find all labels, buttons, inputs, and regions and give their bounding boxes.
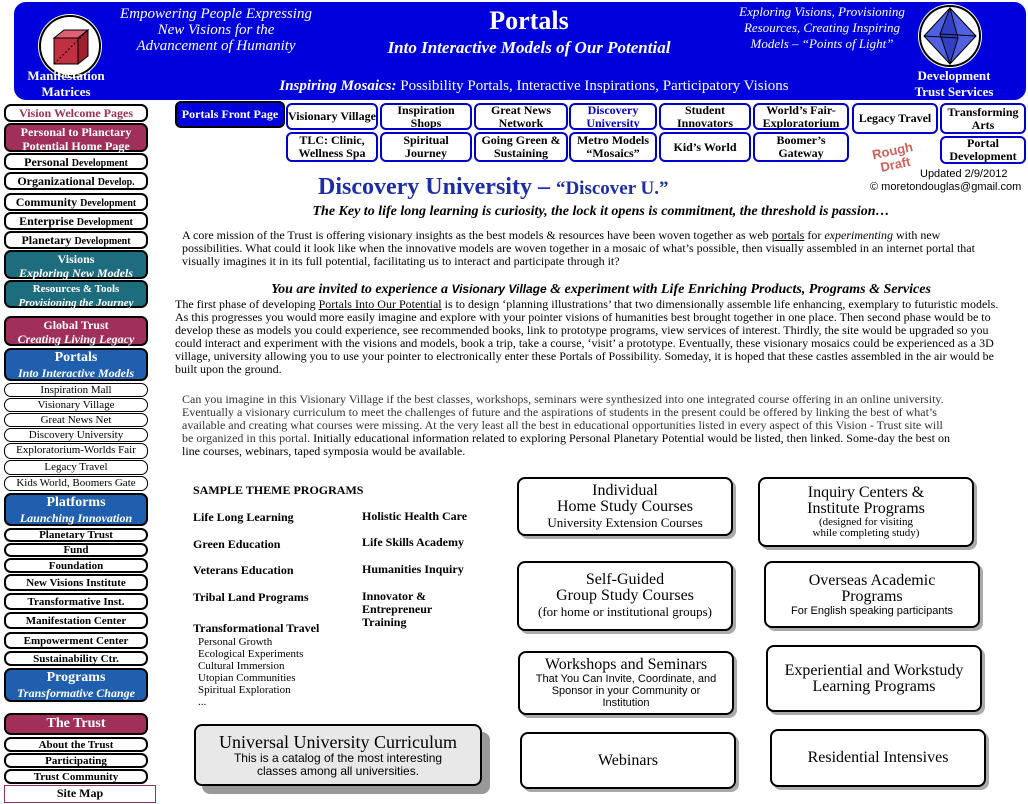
webinars-box[interactable] xyxy=(520,732,736,789)
nav-label: Going Green & Sustaining xyxy=(481,133,561,160)
portals-potential-link[interactable]: Portals Into Our Potential xyxy=(318,297,442,311)
sidebar-sublabel: Develop. xyxy=(97,177,135,188)
sidebar-great-news-net[interactable]: Great News Net xyxy=(4,413,148,427)
sidebar-planetary[interactable] xyxy=(4,231,148,249)
nav-label: Boomer’s Gateway xyxy=(776,133,826,160)
travel-subitem: Utopian Communities xyxy=(198,672,296,684)
nav-transforming-arts[interactable] xyxy=(940,103,1026,134)
text: with new possibilities. What could it look like when the innovative models are woven together in a mosaic of what’s possible, then visually assembled in an internet portal that visually imagines it in its full potential, facilitating us to interact and participate through it? xyxy=(182,228,975,268)
box-title: Workshops and Seminars xyxy=(544,656,708,673)
sidebar-visions[interactable] xyxy=(4,250,148,279)
box-subtitle: while completing study) xyxy=(812,527,920,539)
sidebar-discovery-university[interactable]: Discovery University xyxy=(4,428,148,442)
residential-intensives-box[interactable] xyxy=(770,729,986,787)
sidebar-italic-label: Into Interactive Models xyxy=(18,366,134,380)
home-study-box[interactable] xyxy=(517,477,733,536)
nav-label: Transforming Arts xyxy=(947,104,1019,132)
program-item[interactable]: Green Education xyxy=(193,537,281,551)
sidebar-sustainability-ctr[interactable]: Sustainability Ctr. xyxy=(4,651,148,666)
sidebar-italic-label: Provisioning the Journey xyxy=(18,297,134,309)
sidebar-label: Portals xyxy=(54,350,98,365)
nav-label: Visionary Village xyxy=(288,109,376,123)
travel-sublist xyxy=(198,636,303,708)
sidebar-label: Visions xyxy=(57,252,95,266)
sidebar-planetary-trust[interactable]: Planetary Trust xyxy=(4,528,148,542)
sidebar-label: Planetary xyxy=(21,233,72,247)
box-title: Self-Guided xyxy=(585,571,665,588)
box-title: Institute Programs xyxy=(807,500,925,517)
development-trust-label[interactable]: Development Trust Services xyxy=(914,68,994,99)
mosaics-line xyxy=(214,78,854,95)
curriculum-box[interactable] xyxy=(194,724,482,786)
sidebar-enterprise[interactable] xyxy=(4,212,148,230)
nav-label: Portals Front Page xyxy=(181,107,279,121)
sidebar-italic-label: Exploring New Models xyxy=(18,266,133,280)
nav-label: Inspiration Shops xyxy=(397,102,455,130)
text: Can you imagine in this Visionary Village if the best classes, workshops, seminars were synthesized into one integrated course offering in an online university. Eventually a visionary curriculum to meet the challenges of future and the aspirations of students in the present could be offered by linking the best of what’s available and creating what courses were missing. At the very least all the best in educational opportunities listed in every aspect of this Vision - Trust site will be organized in this portal. xyxy=(182,392,944,445)
invite-heading xyxy=(176,282,1026,298)
sidebar-new-visions-institute[interactable]: New Visions Institute xyxy=(4,574,148,591)
nav-portals-front-page[interactable] xyxy=(175,101,285,128)
nav-label: Great News Network xyxy=(490,102,552,130)
intro-paragraph xyxy=(182,229,1002,268)
sidebar-italic-label: Transformative Change xyxy=(17,686,135,700)
nav-label: Spiritual Journey xyxy=(403,133,449,160)
sidebar-exploratorium[interactable]: Exploratorium-Worlds Fair xyxy=(4,443,148,459)
text: is to design ‘planning illustrations’ that two dimensionally assemble life enhancing, exemplary to futuristic models. As this progresses you would more easily imagine and explore with your pointer visions of humanities best brought together in one place. Then second phase would be to develop these as models you could experience, see recommended books, link to prototype programs, view services of interest. Thirdly, the site would be upgraded so you could interact and experiment with the visions and models, book a trip, take a course, ‘visit’ a prototype. Eventually, these visionary mosaics could be experienced as a 3D village, university allowing you to use your pointer to electronically enter these Portals of Possibility. Someday, it is hoped that these castles assembled in the air would be built upon the ground. xyxy=(175,297,999,376)
rough-draft-stamp: Rough Draft xyxy=(870,139,915,175)
nav-kids-world[interactable] xyxy=(659,132,751,162)
left-tagline: Empowering People Expressing New Visions for the Advancement of Humanity xyxy=(120,6,312,54)
sidebar-visionary-village[interactable]: Visionary Village xyxy=(4,398,148,412)
sidebar-label: Community xyxy=(15,195,78,209)
sidebar-portals[interactable] xyxy=(4,348,148,381)
sidebar-sublabel: Development xyxy=(74,236,131,247)
sidebar-sublabel: Development xyxy=(71,158,128,169)
sidebar-trust-community[interactable]: Trust Community xyxy=(4,769,148,784)
copyright-email[interactable]: © moretondouglas@gmail.com xyxy=(870,181,1022,193)
box-title: Overseas Academic xyxy=(808,571,936,589)
box-title: Group Study Courses xyxy=(556,587,694,604)
nav-student-innovators[interactable] xyxy=(659,103,751,130)
sidebar-legacy-travel[interactable]: Legacy Travel xyxy=(4,460,148,475)
online-university-paragraph xyxy=(182,393,952,458)
text: The first phase of developing xyxy=(175,297,319,311)
text: You are invited to experience a xyxy=(271,282,452,297)
sidebar-the-trust[interactable]: The Trust xyxy=(4,713,148,735)
sidebar-label: Platforms xyxy=(46,495,106,510)
travel-subitem: Spiritual Exploration xyxy=(198,684,291,696)
nav-discovery-university[interactable] xyxy=(569,103,657,130)
manifestation-matrices-label[interactable]: Manifestation Matrices xyxy=(27,68,105,99)
experiential-box[interactable] xyxy=(766,645,982,712)
programs-title: SAMPLE THEME PROGRAMS xyxy=(193,483,364,497)
sidebar-manifestation-center[interactable]: Manifestation Center xyxy=(4,612,148,629)
text: Initially educational information related to exploring Personal Planetary Potential would be listed, then linked. Some-day the best on line courses, webinars, taped symposia would be available. xyxy=(182,431,950,458)
travel-subitem: Ecological Experiments xyxy=(198,648,304,660)
box-title: Residential Intensives xyxy=(807,749,949,766)
banner-title: Portals xyxy=(489,6,569,35)
key-line: The Key to life long learning is curiosity, the lock it opens is commitment, the threshold is passion… xyxy=(312,204,890,219)
sidebar-resources[interactable] xyxy=(4,280,148,308)
nav-great-news-network[interactable] xyxy=(474,103,568,130)
sidebar-community[interactable] xyxy=(4,193,148,211)
sidebar-italic-label: Launching Innovation xyxy=(19,511,133,525)
program-item[interactable]: Tribal Land Programs xyxy=(193,590,309,604)
sidebar-personal[interactable] xyxy=(4,153,148,170)
mosaics-label: Inspiring Mosaics: xyxy=(279,78,397,94)
box-subtitle: (designed for visiting xyxy=(818,516,914,528)
nav-legacy-travel[interactable] xyxy=(852,103,938,134)
nav-label: Legacy Travel xyxy=(858,111,932,125)
sidebar-platforms[interactable] xyxy=(4,493,148,526)
box-title: Individual xyxy=(592,481,658,499)
nav-boomers-gateway[interactable] xyxy=(753,132,849,162)
updated-date: Updated 2/9/2012 xyxy=(920,168,1008,180)
sidebar-home-page[interactable] xyxy=(4,123,148,152)
program-item[interactable]: Veterans Education xyxy=(193,563,294,577)
box-subtitle: That You Can Invite, Coordinate, and Sponsor in your Community or Institution xyxy=(535,673,717,709)
travel-subitem: ... xyxy=(198,696,207,708)
sidebar-label: Vision Welcome Pages xyxy=(19,106,133,120)
sidebar-label: Organizational xyxy=(17,174,95,188)
program-item[interactable]: Innovator & Entrepreneur Training xyxy=(362,589,433,629)
sidebar-programs[interactable] xyxy=(4,668,148,702)
sidebar-fund[interactable]: Fund xyxy=(4,543,148,557)
nav-label: Metro Models “Mosaics” xyxy=(576,133,650,160)
box-title: Learning Programs xyxy=(812,677,936,695)
sidebar-italic-label: Creating Living Legacy xyxy=(17,332,135,346)
sidebar-label: Enterprise xyxy=(19,214,74,228)
nav-tlc-clinic[interactable] xyxy=(286,132,378,162)
travel-subitem: Cultural Immersion xyxy=(198,660,285,672)
sidebar-empowerment-center[interactable]: Empowerment Center xyxy=(4,632,148,649)
text: A core mission of the Trust is offering visionary insights as the best models & resources have been woven together as web xyxy=(182,228,772,242)
box-subtitle: (for home or institutional groups) xyxy=(537,604,713,619)
curriculum-text: This is a catalog of the most interesting classes among all universities. xyxy=(233,751,443,778)
right-tagline: Exploring Visions, Provisioning Resources, Creating Inspiring Models – “Points of Light” xyxy=(739,4,905,51)
nav-spiritual-journey[interactable] xyxy=(380,132,472,162)
phases-paragraph xyxy=(175,298,1003,376)
nav-label: Kid’s World xyxy=(673,139,737,154)
box-subtitle: University Extension Courses xyxy=(547,514,703,530)
sidebar-participating[interactable]: Participating xyxy=(4,753,148,768)
program-item[interactable]: Humanities Inquiry xyxy=(362,562,464,576)
sidebar-label: Personal xyxy=(24,155,69,169)
box-title: Home Study Courses xyxy=(557,497,693,515)
box-title: Webinars xyxy=(597,751,659,769)
text: for xyxy=(804,228,825,242)
box-title: Inquiry Centers & xyxy=(807,484,925,501)
nav-label: Discovery University xyxy=(586,102,640,130)
sidebar-global-trust[interactable] xyxy=(4,316,148,346)
program-item[interactable]: Life Skills Academy xyxy=(362,535,465,549)
travel-subitem: Personal Growth xyxy=(198,636,273,648)
nav-worlds-fair[interactable] xyxy=(753,103,849,130)
nav-visionary-village[interactable] xyxy=(286,103,378,130)
program-item[interactable]: Transformational Travel xyxy=(193,621,320,635)
page-title-main: Discovery University – xyxy=(318,174,550,200)
banner-subtitle: Into Interactive Models of Our Potential xyxy=(387,38,671,57)
header-banner xyxy=(14,2,1026,100)
program-item[interactable]: Life Long Learning xyxy=(193,510,294,524)
sidebar-sublabel: Development xyxy=(76,217,133,228)
sidebar-about-trust[interactable]: About the Trust xyxy=(4,737,148,752)
text: experimenting xyxy=(824,228,894,242)
workshops-box[interactable] xyxy=(518,651,734,715)
sidebar-label: Global Trust xyxy=(43,318,109,332)
sidebar-inspiration-mall[interactable]: Inspiration Mall xyxy=(4,383,148,397)
sidebar-label: Resources & Tools xyxy=(32,283,120,295)
nav-portal-development[interactable] xyxy=(940,136,1026,164)
sidebar-site-map[interactable]: Site Map xyxy=(4,785,156,803)
inquiry-centers-box[interactable] xyxy=(758,477,974,547)
nav-label: Student Innovators xyxy=(676,102,733,130)
sidebar-transformative-inst[interactable]: Transformative Inst. xyxy=(4,593,148,610)
visionary-village-label: Visionary Village xyxy=(451,282,547,296)
group-study-box[interactable] xyxy=(517,561,733,631)
program-item[interactable]: Holistic Health Care xyxy=(362,509,468,523)
portals-link[interactable]: portals xyxy=(771,228,805,242)
sidebar-label: Personal to Planctary Potential Home Page xyxy=(20,125,132,153)
nav-inspiration-shops[interactable] xyxy=(380,103,472,130)
sidebar-organizational[interactable] xyxy=(4,172,148,190)
nav-going-green[interactable] xyxy=(474,132,568,162)
sidebar-vision-welcome[interactable] xyxy=(4,104,148,122)
curriculum-title: Universal University Curriculum xyxy=(219,732,457,752)
nav-label: World’s Fair-Exploratorium xyxy=(762,102,840,130)
text: & experiment with Life Enriching Products, Programs & Services xyxy=(546,282,931,297)
development-octahedron-logo[interactable] xyxy=(918,4,982,68)
nav-label: Portal Development xyxy=(949,136,1017,163)
page-title-quote: “Discover U.” xyxy=(555,178,669,199)
overseas-academic-box[interactable] xyxy=(764,561,980,628)
mosaics-text: Possibility Portals, Interactive Inspirations, Participatory Visions xyxy=(400,78,789,94)
sidebar-foundation[interactable]: Foundation xyxy=(4,558,148,573)
sidebar-label: Programs xyxy=(46,670,106,685)
box-title: Programs xyxy=(841,587,903,605)
nav-metro-models[interactable] xyxy=(569,132,657,162)
page-title xyxy=(318,174,838,201)
octahedron-icon xyxy=(918,4,982,68)
sidebar-kids-world[interactable]: Kids World, Boomers Gate xyxy=(4,476,148,491)
nav-label: TLC: Clinic, Wellness Spa xyxy=(298,133,366,160)
box-subtitle: For English speaking participants xyxy=(790,604,954,617)
box-title: Experiential and Workstudy xyxy=(784,661,964,679)
sidebar-sublabel: Development xyxy=(80,198,137,209)
